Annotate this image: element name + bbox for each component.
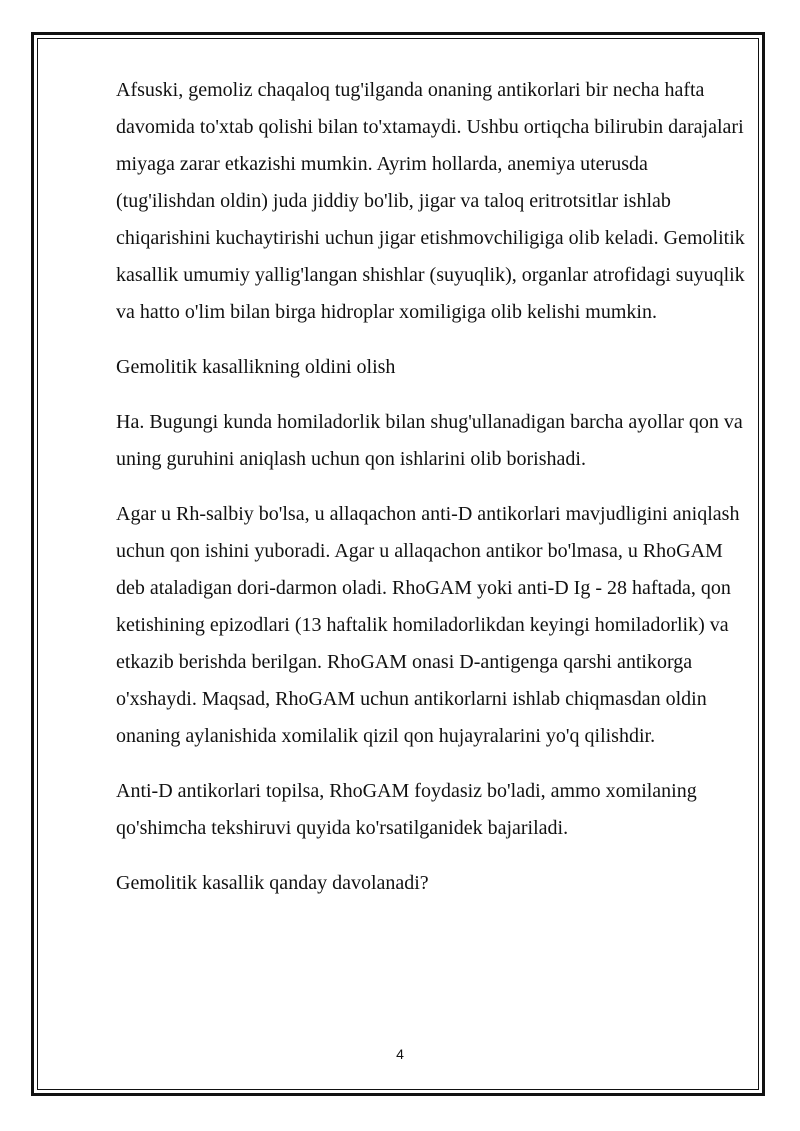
page-number: 4 — [396, 1046, 404, 1062]
paragraph-anti-d-found: Anti-D antikorlari topilsa, RhoGAM foydasiz bo'ladi, ammo xomilaning qo'shimcha tekshiruvi quyida ko'rsatilganidek bajariladi. — [116, 780, 697, 839]
document-body — [116, 72, 748, 920]
paragraph-hemolysis-consequences: Afsuski, gemoliz chaqaloq tug'ilganda onaning antikorlari bir necha hafta davomida to'xtab qolishi bilan to'xtamaydi. Ushbu ortiqcha bilirubin darajalari miyaga zarar etkazishi mumkin. Ayrim hollarda, anemiya uterusda (tug'ilishdan oldin) juda jiddiy bo'lib, jigar va taloq eritrotsitlar ishlab chiqarishini kuchaytirishi uchun jigar etishmovchiligiga olib keladi. Gemolitik kasallik umumiy yallig'langan shishlar (suyuqlik), organlar atrofidagi suyuqlik va hatto o'lim bilan birga hidroplar xomiligiga olib kelishi mumkin. — [116, 79, 745, 323]
heading-treatment: Gemolitik kasallik qanday davolanadi? — [116, 872, 429, 894]
paragraph-rhogam: Agar u Rh-salbiy bo'lsa, u allaqachon anti-D antikorlari mavjudligini aniqlash uchun qon ishini yuboradi. Agar u allaqachon antikor bo'lmasa, u RhoGAM deb ataladigan dori-darmon oladi. RhoGAM yoki anti-D Ig - 28 haftada, qon ketishining epizodlari (13 haftalik homiladorlikdan keyingi homiladorlik) va etkazib berishda berilgan. RhoGAM onasi D-antigenga qarshi antikorga o'xshaydi. Maqsad, RhoGAM uchun antikorlarni ishlab chiqmasdan oldin onaning aylanishida xomilalik qizil qon hujayralarini yo'q qilishdir. — [116, 503, 740, 747]
paragraph-blood-testing: Ha. Bugungi kunda homiladorlik bilan shug'ullanadigan barcha ayollar qon va uning guruhini aniqlash uchun qon ishlarini olib borishadi. — [116, 411, 743, 470]
heading-prevention: Gemolitik kasallikning oldini olish — [116, 356, 396, 378]
